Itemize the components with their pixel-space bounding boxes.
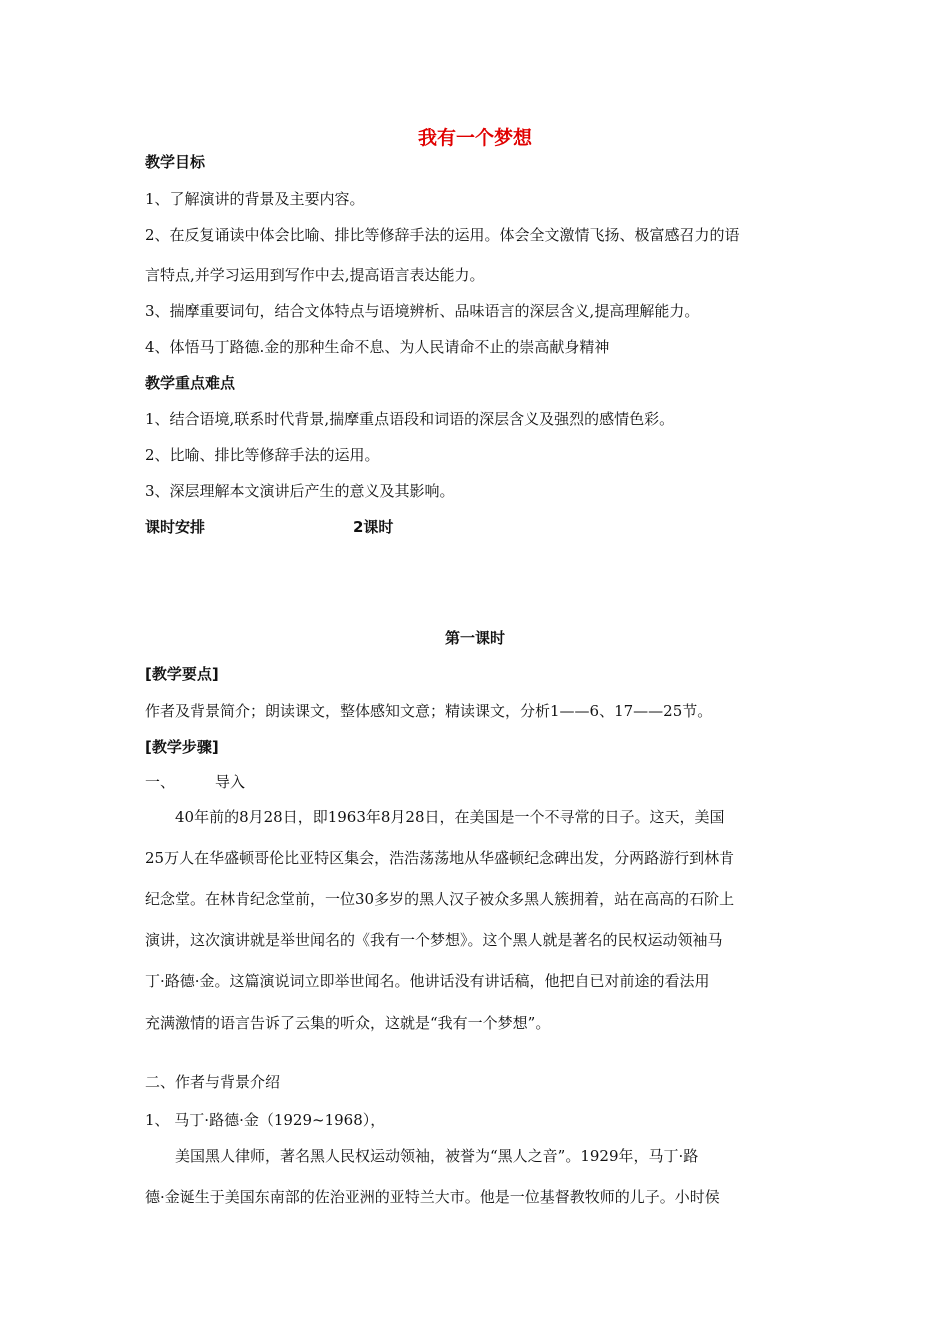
intro-paragraph-line: 充满激情的语言告诉了云集的听众，这就是“我有一个梦想”。: [145, 1014, 551, 1032]
intro-paragraph-line: 丁·路德·金。这篇演说词立即举世闻名。他讲话没有讲话稿，他把自已对前途的看法用: [145, 972, 710, 990]
step-label: 导入: [215, 773, 246, 791]
step-number: 一、: [145, 773, 176, 791]
intro-paragraph-line: 40年前的8月28日，即1963年8月28日，在美国是一个不寻常的日子。这天，美国: [175, 808, 725, 826]
schedule-label: 课时安排: [145, 518, 206, 536]
document-title: 我有一个梦想: [417, 127, 532, 149]
author-paragraph-line: 美国黑人律师，著名黑人民权运动领袖，被誉为“黑人之音”。1929年，马丁·路: [175, 1147, 699, 1165]
author-item: 1、 马丁·路德·金（1929~1968），: [145, 1111, 386, 1129]
schedule-value: 2课时: [353, 518, 394, 536]
step-intro: [145, 772, 245, 792]
steps-heading: [教学步骤]: [145, 738, 219, 756]
key-point-item: 1、结合语境,联系时代背景,揣摩重点语段和词语的深层含义及强烈的感情色彩。: [145, 410, 675, 428]
essentials-text: 作者及背景简介；朗读课文，整体感知文意；精读课文，分析1——6、17——25节。: [145, 702, 713, 720]
intro-paragraph-line: 演讲，这次演讲就是举世闻名的《我有一个梦想》。这个黑人就是著名的民权运动领袖马: [145, 931, 723, 949]
goals-heading: 教学目标: [145, 153, 206, 171]
key-points-heading: 教学重点难点: [145, 374, 236, 392]
intro-paragraph-line: 纪念堂。在林肯纪念堂前，一位30多岁的黑人汉子被众多黑人簇拥着，站在高高的石阶上: [145, 890, 735, 908]
goal-item: 2、在反复诵读中体会比喻、排比等修辞手法的运用。体会全文激情飞扬、极富感召力的语: [145, 226, 740, 244]
goal-item: 4、体悟马丁路德.金的那种生命不息、为人民请命不止的崇高献身精神: [145, 338, 610, 356]
goal-item: 3、揣摩重要词句，结合文体特点与语境辨析、品味语言的深层含义,提高理解能力。: [145, 302, 700, 320]
goal-item: 言特点,并学习运用到写作中去,提高语言表达能力。: [145, 266, 485, 284]
intro-paragraph-line: 25万人在华盛顿哥伦比亚特区集会，浩浩荡荡地从华盛顿纪念碑出发，分两路游行到林肯: [145, 849, 735, 867]
essentials-heading: [教学要点]: [145, 665, 219, 683]
lesson-heading: 第一课时: [444, 629, 505, 647]
key-point-item: 2、比喻、排比等修辞手法的运用。: [145, 446, 380, 464]
key-point-item: 3、深层理解本文演讲后产生的意义及其影响。: [145, 482, 455, 500]
goal-item: 1、了解演讲的背景及主要内容。: [145, 190, 365, 208]
step-author-background: 二、作者与背景介绍: [145, 1073, 281, 1091]
author-paragraph-line: 德·金诞生于美国东南部的佐治亚洲的亚特兰大市。他是一位基督教牧师的儿子。小时侯: [145, 1188, 720, 1206]
